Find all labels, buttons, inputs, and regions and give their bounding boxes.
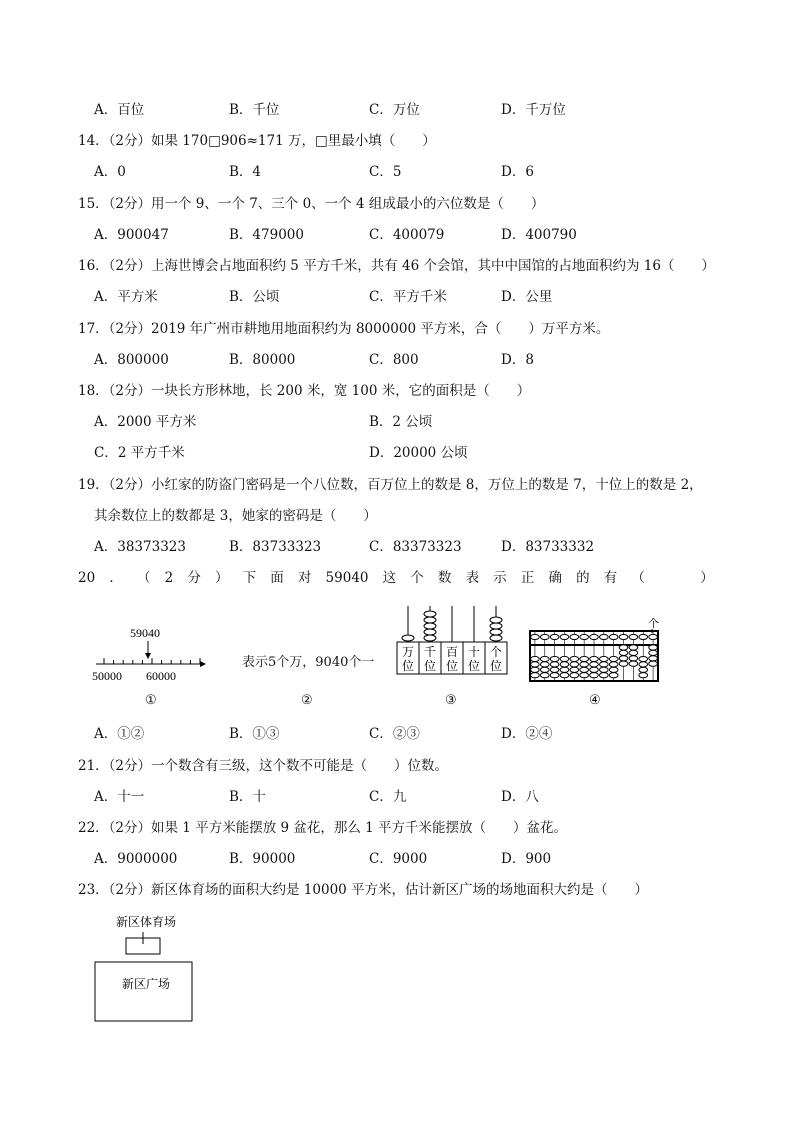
q17-option-d: D．8 (501, 352, 534, 368)
place-qian-bottom: 位 (423, 659, 437, 673)
square-rect (95, 962, 192, 1021)
figure-caption-2: ② (301, 693, 313, 708)
q17-option-c: C．800 (369, 352, 419, 368)
place-wan-bottom: 位 (401, 659, 415, 673)
q20-stem-part: 下 (242, 570, 257, 586)
q21-stem-line (0, 755, 794, 777)
q22-stem: 22．（2分）如果 1 平方米能摆放 9 盆花，那么 1 平方千米能摆放（ ）盆花。 (78, 820, 568, 836)
q13-option-b: B．千位 (229, 102, 280, 118)
q17-option-b: B．80000 (229, 352, 296, 368)
q22-stem-line (0, 817, 794, 839)
q20-stem-part: 59040 (325, 570, 369, 586)
stadium-label: 新区体育场 (116, 915, 177, 929)
q20-stem-line (0, 567, 794, 589)
place-bai-top: 百 (445, 645, 459, 659)
q20-stem-part: （ (136, 570, 151, 586)
q14-options (0, 161, 794, 183)
q15-option-b: B．479000 (229, 227, 304, 243)
q14-option-a: A．0 (94, 164, 126, 180)
q22-option-d: D．900 (501, 851, 552, 867)
q18-options-row2 (0, 442, 794, 464)
q21-option-a: A．十一 (94, 789, 145, 805)
q21-options (0, 786, 794, 808)
q14-option-c: C．5 (369, 164, 402, 180)
q20-option-c: C．②③ (369, 726, 420, 742)
q22-option-a: A．9000000 (94, 851, 178, 867)
place-ge-top: 个 (489, 645, 503, 659)
q20-stem-part: 数 (437, 570, 452, 586)
q19-stem-1: 19．（2分）小红家的防盗门密码是一个八位数，百万位上的数是 8，万位上的数是 7，十位上的数是 2， (78, 477, 703, 493)
q20-stem-part: 20 (78, 570, 96, 586)
figure-caption-3: ③ (445, 693, 457, 708)
q15-option-c: C．400079 (369, 227, 445, 243)
place-wan-top: 万 (401, 645, 415, 659)
q20-stem-part: 正 (520, 570, 535, 586)
q23-stem: 23．（2分）新区体育场的面积大约是 10000 平方米，估计新区广场的场地面积大约是（ ） (78, 882, 649, 898)
q19-option-c: C．83373323 (369, 539, 462, 555)
q20-option-d: D．②④ (501, 726, 553, 742)
q19-options (0, 536, 794, 558)
q20-stem-part (659, 567, 686, 589)
q16-option-c: C．平方千米 (369, 289, 447, 305)
q15-stem-line (0, 193, 794, 215)
q17-options (0, 349, 794, 371)
q19-option-d: D．83733332 (501, 539, 595, 555)
q17-option-a: A．800000 (94, 352, 169, 368)
q20-stem-part: ） (700, 570, 714, 586)
q19-stem-line1 (0, 474, 794, 496)
q14-stem: 14．（2分）如果 170□906≈171 万，□里最小填（ ） (78, 133, 436, 149)
q20-stem (78, 567, 714, 589)
abacus-ones-label: 个 (648, 618, 659, 630)
figure-caption-1: ① (145, 693, 157, 708)
q21-option-c: C．九 (369, 789, 407, 805)
q19-stem-2: 其余数位上的数都是 3，她家的密码是（ ） (94, 508, 377, 524)
q20-stem-part: 面 (270, 570, 284, 586)
q19-stem-line2 (0, 505, 794, 527)
q13-options (0, 99, 794, 121)
q18-option-b: B．2 公顷 (369, 414, 433, 430)
q20-stem-part: （ (631, 570, 645, 586)
q20-stem-part: 有 (603, 570, 618, 586)
place-shi-top: 十 (467, 645, 481, 659)
q20-stem-part: ． (109, 570, 123, 586)
q20-option-a: A．①② (94, 726, 145, 742)
q15-option-d: D．400790 (501, 227, 577, 243)
place-bai-bottom: 位 (445, 659, 459, 673)
q15-option-a: A．900047 (94, 227, 169, 243)
q14-option-d: D．6 (501, 164, 534, 180)
q16-option-d: D．公里 (501, 289, 553, 305)
q20-stem-part: 确 (548, 570, 562, 586)
q23-stem-line (0, 879, 794, 901)
number-line-figure (90, 620, 210, 690)
q17-stem: 17．（2分）2019 年广州市耕地用地面积约为 8000000 平方米，合（ ）万平方米。 (78, 321, 610, 337)
figure-caption-4: ④ (589, 693, 601, 708)
q18-stem-line (0, 380, 794, 402)
q22-options (0, 848, 794, 870)
q18-option-c: C．2 平方千米 (94, 445, 185, 461)
q16-stem: 16．（2分）上海世博会占地面积约 5 平方千米，共有 46 个会馆，其中中国馆的占地面积约为 16（ ） (78, 258, 715, 274)
square-label: 新区广场 (122, 977, 171, 991)
q20-stem-part: 的 (576, 570, 590, 586)
q16-option-b: B．公顷 (229, 289, 280, 305)
number-line-left-label: 50000 (92, 669, 122, 683)
figure-2-text: 表示5个万，9040个一 (242, 655, 375, 670)
q20-stem-part: 这 (382, 570, 397, 586)
q20-stem-part: 个 (410, 570, 424, 586)
place-shi-bottom: 位 (467, 659, 481, 673)
place-qian-top: 千 (423, 645, 437, 659)
q20-stem-part: 2 (164, 570, 174, 586)
q18-options-row1 (0, 411, 794, 433)
q16-options (0, 286, 794, 308)
q21-option-b: B．十 (229, 789, 266, 805)
q18-option-d: D．20000 公顷 (369, 445, 468, 461)
q20-stem-part: 对 (297, 570, 312, 586)
q16-option-a: A．平方米 (94, 289, 158, 305)
q19-option-a: A．38373323 (94, 539, 186, 555)
q14-stem-line (0, 130, 794, 152)
abacus-figure (528, 615, 662, 683)
q18-stem: 18．（2分）一块长方形林地，长 200 米，宽 100 米，它的面积是（ ） (78, 383, 531, 399)
q13-option-c: C．万位 (369, 102, 420, 118)
q21-option-d: D．八 (501, 789, 539, 805)
q19-option-b: B．83733323 (229, 539, 322, 555)
q15-options (0, 224, 794, 246)
number-line-marker-label: 59040 (130, 626, 160, 640)
stadium-square-figure (92, 908, 202, 1026)
q22-option-c: C．9000 (369, 851, 428, 867)
q20-option-b: B．①③ (229, 726, 280, 742)
place-ge-bottom: 位 (489, 659, 503, 673)
q20-stem-part: 表 (465, 570, 480, 586)
q13-option-d: D．千万位 (501, 102, 566, 118)
q20-options (0, 723, 794, 745)
counting-frame-figure (390, 600, 510, 680)
q20-stem-part: 示 (493, 570, 507, 586)
q22-option-b: B．90000 (229, 851, 296, 867)
q16-stem-line (0, 255, 794, 277)
q20-stem-part: ） (214, 570, 229, 586)
q15-stem: 15．（2分）用一个 9、一个 7、三个 0、一个 4 组成最小的六位数是（ ） (78, 196, 545, 212)
q21-stem: 21．（2分）一个数含有三级，这个数不可能是（ ）位数。 (78, 758, 449, 774)
q13-option-a: A．百位 (94, 102, 145, 118)
q18-option-a: A．2000 平方米 (94, 414, 197, 430)
q14-option-b: B．4 (229, 164, 262, 180)
q20-stem-part: 分 (187, 570, 201, 586)
number-line-right-label: 60000 (146, 669, 176, 683)
q17-stem-line (0, 318, 794, 340)
